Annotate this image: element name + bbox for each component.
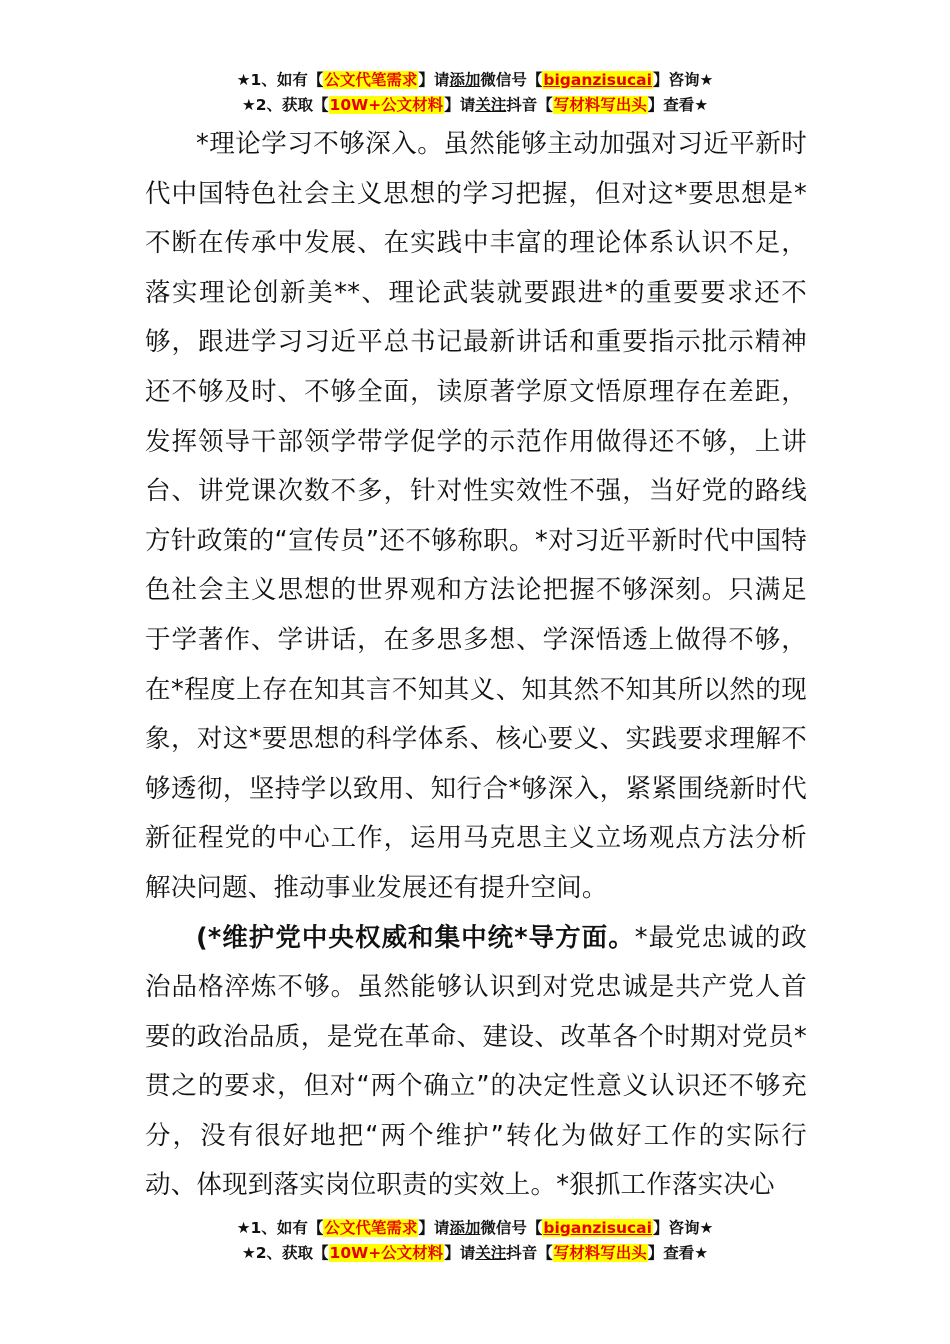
banner-text: 微信号【 [480, 1219, 543, 1237]
highlight-text: 公文代笔需求 [324, 1219, 418, 1237]
paragraph-1: *理论学习不够深入。虽然能够主动加强对习近平新时代中国特色社会主义思想的学习把握，但对这*要思想是*不断在传承中发展、在实践中丰富的理论体系认识不足，落实理论创新美**、理论武装就要跟进*的重要要求还不够，跟进学习习近平总书记最新讲话和重要指示批示精神还不够及时、不够全面，读原著学原文悟原理存在差距，发挥领导干部领学带学促学的示范作用做得还不够，上讲台、讲党课次数不多，针对性实效性不强，当好党的路线方针政策的“宣传员”还不够称职。*对习近平新时代中国特色社会主义思想的世界观和方法论把握不够深刻。只满足于学著作、学讲话，在多思多想、学深悟透上做得不够，在*程度上存在知其言不知其义、知其然不知其所以然的现象，对这*要思想的科学体系、核心要义、实践要求理解不够透彻，坚持学以致用、知行合*够深入，紧紧围绕新时代新征程党的中心工作，运用马克思主义立场观点方法分析解决问题、推动事业发展还有提升空间。 [145, 129, 807, 903]
banner-text: ★2、获取【 [241, 1244, 329, 1262]
paragraph-2-text: *最党忠诚的政治品格淬炼不够。虽然能够认识到对党忠诚是共产党人首要的政治品质，是党在革命、建设、改革各个时期对党员*贯之的要求，但对“两个确立”的决定性意义认识还不够充分，没有很好地把“两个维护”转化为做好工作的实际行动、体现到落实岗位职责的实效上。*狠抓工作落实决心 [145, 922, 807, 1201]
banner-text: 】请 [418, 71, 450, 89]
highlight-text: 公文代笔需求 [324, 71, 418, 89]
douyin-id: 写材料写出头 [553, 1244, 647, 1262]
underlined-text: 关注 [475, 1244, 507, 1262]
wechat-id: biganzisucai [543, 1219, 652, 1237]
underlined-text: 添加 [449, 71, 481, 89]
douyin-id: 写材料写出头 [553, 96, 647, 114]
paragraph-2 [145, 914, 807, 1212]
banner-text: 】请 [444, 1244, 476, 1262]
banner-text: 】查看★ [647, 1244, 709, 1262]
banner-text: 】咨询★ [652, 71, 714, 89]
banner-text: 】请 [418, 1219, 450, 1237]
banner-text: ★2、获取【 [241, 96, 329, 114]
banner-line-1 [0, 68, 950, 93]
banner-text: 微信号【 [480, 71, 543, 89]
highlight-text: 10W+公文材料 [329, 96, 444, 114]
banner-line-2 [0, 1241, 950, 1266]
banner-text: 】查看★ [647, 96, 709, 114]
banner-line-2 [0, 93, 950, 118]
footer-banner [0, 1216, 950, 1266]
banner-text: ★1、如有【 [236, 1219, 324, 1237]
banner-text: 】咨询★ [652, 1219, 714, 1237]
wechat-id: biganzisucai [543, 71, 652, 89]
banner-text: 抖音【 [506, 1244, 553, 1262]
banner-line-1 [0, 1216, 950, 1241]
document-body [145, 120, 807, 1211]
section-heading: (*维护党中央权威和集中统*导方面。 [196, 922, 635, 953]
banner-text: ★1、如有【 [236, 71, 324, 89]
banner-text: 抖音【 [506, 96, 553, 114]
banner-text: 】请 [444, 96, 476, 114]
highlight-text: 10W+公文材料 [329, 1244, 444, 1262]
underlined-text: 关注 [475, 96, 507, 114]
underlined-text: 添加 [449, 1219, 481, 1237]
header-banner [0, 68, 950, 118]
